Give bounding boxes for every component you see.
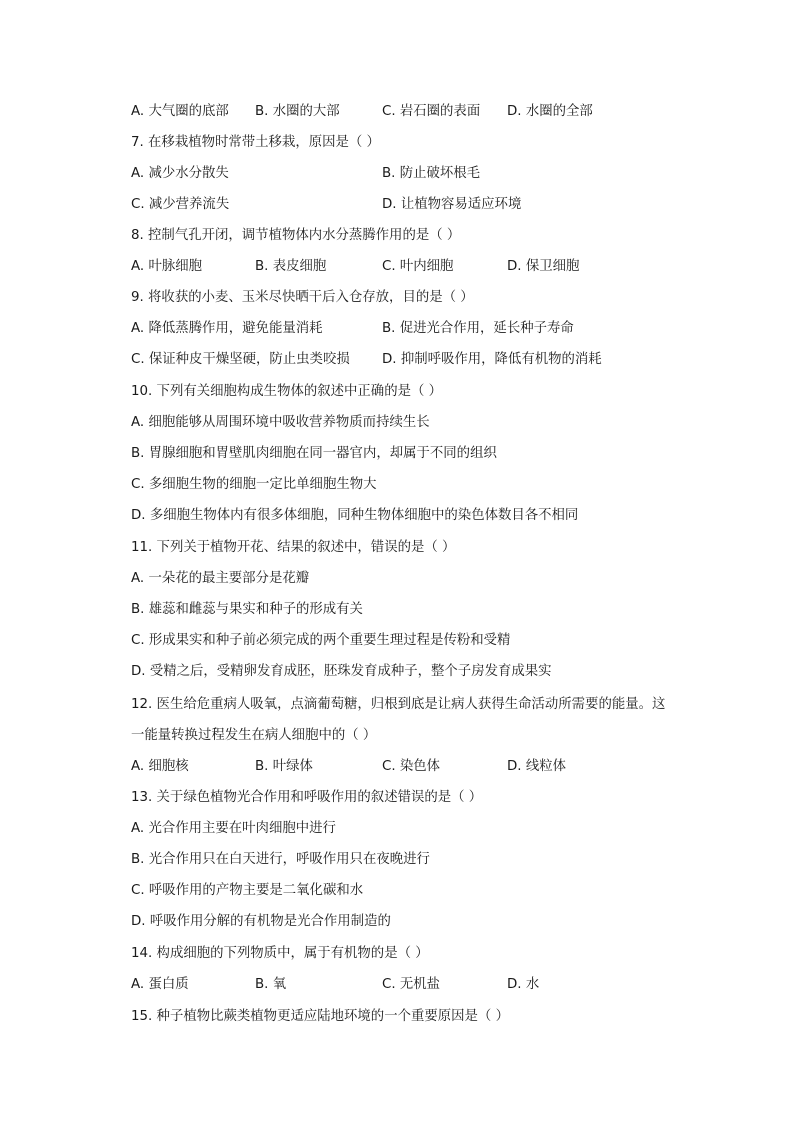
option-c: C. 减少营养流失: [131, 197, 230, 212]
option-d: D. 水圈的全部: [507, 104, 593, 119]
option-c: C. 形成果实和种子前必须完成的两个重要生理过程是传粉和受精: [131, 633, 511, 648]
question-12: 12. 医生给危重病人吸氧，点滴葡萄糖，归根到底是让病人获得生命活动所需要的能量。这: [131, 697, 666, 712]
option-a: A. 蛋白质: [131, 977, 189, 992]
option-c: C. 呼吸作用的产物主要是二氧化碳和水: [131, 883, 364, 898]
option-a: A. 减少水分散失: [131, 166, 229, 181]
option-b: B. 表皮细胞: [255, 259, 327, 274]
option-c: C. 保证种皮干燥坚硬，防止虫类咬损: [131, 352, 350, 367]
option-d: D. 让植物容易适应环境: [382, 197, 522, 212]
option-a: A. 叶脉细胞: [131, 259, 202, 274]
option-d: D. 受精之后，受精卵发育成胚，胚珠发育成种子，整个子房发育成果实: [131, 664, 552, 679]
option-a: A. 细胞能够从周围环境中吸收营养物质而持续生长: [131, 415, 430, 430]
question-10: 10. 下列有关细胞构成生物体的叙述中正确的是（ ）: [131, 384, 443, 399]
option-a: A. 细胞核: [131, 759, 189, 774]
question-9: 9. 将收获的小麦、玉米尽快晒干后入仓存放，目的是（ ）: [131, 290, 474, 305]
question-13: 13. 关于绿色植物光合作用和呼吸作用的叙述错误的是（ ）: [131, 790, 483, 805]
option-c: C. 多细胞生物的细胞一定比单细胞生物大: [131, 477, 377, 492]
question-7: 7. 在移栽植物时常带土移栽，原因是（ ）: [131, 135, 380, 150]
question-15: 15. 种子植物比蕨类植物更适应陆地环境的一个重要原因是（ ）: [131, 1009, 509, 1024]
option-c: C. 染色体: [382, 759, 441, 774]
option-d: D. 保卫细胞: [507, 259, 580, 274]
option-c: C. 叶内细胞: [382, 259, 454, 274]
question-8: 8. 控制气孔开闭，调节植物体内水分蒸腾作用的是（ ）: [131, 228, 461, 243]
option-d: D. 多细胞生物体内有很多体细胞，同种生物体细胞中的染色体数目各不相同: [131, 508, 579, 523]
question-11: 11. 下列关于植物开花、结果的叙述中，错误的是（ ）: [131, 540, 456, 555]
question-12-continued: 一能量转换过程发生在病人细胞中的（ ）: [131, 728, 377, 743]
option-c: C. 无机盐: [382, 977, 441, 992]
option-b: B. 氧: [255, 977, 287, 992]
question-14: 14. 构成细胞的下列物质中，属于有机物的是（ ）: [131, 946, 429, 961]
option-b: B. 雄蕊和雌蕊与果实和种子的形成有关: [131, 602, 363, 617]
option-d: D. 抑制呼吸作用，降低有机物的消耗: [382, 352, 602, 367]
option-a: A. 降低蒸腾作用，避免能量消耗: [131, 321, 323, 336]
option-b: B. 光合作用只在白天进行，呼吸作用只在夜晚进行: [131, 852, 430, 867]
option-a: A. 光合作用主要在叶肉细胞中进行: [131, 821, 336, 836]
option-b: B. 促进光合作用，延长种子寿命: [382, 321, 574, 336]
option-b: B. 水圈的大部: [255, 104, 340, 119]
option-d: D. 呼吸作用分解的有机物是光合作用制造的: [131, 914, 391, 929]
option-a: A. 一朵花的最主要部分是花瓣: [131, 571, 310, 586]
option-a: A. 大气圈的底部: [131, 104, 229, 119]
option-d: D. 线粒体: [507, 759, 566, 774]
option-b: B. 叶绿体: [255, 759, 313, 774]
option-b: B. 胃腺细胞和胃壁肌肉细胞在同一器官内，却属于不同的组织: [131, 446, 497, 461]
option-c: C. 岩石圈的表面: [382, 104, 481, 119]
option-b: B. 防止破坏根毛: [382, 166, 481, 181]
option-d: D. 水: [507, 977, 540, 992]
